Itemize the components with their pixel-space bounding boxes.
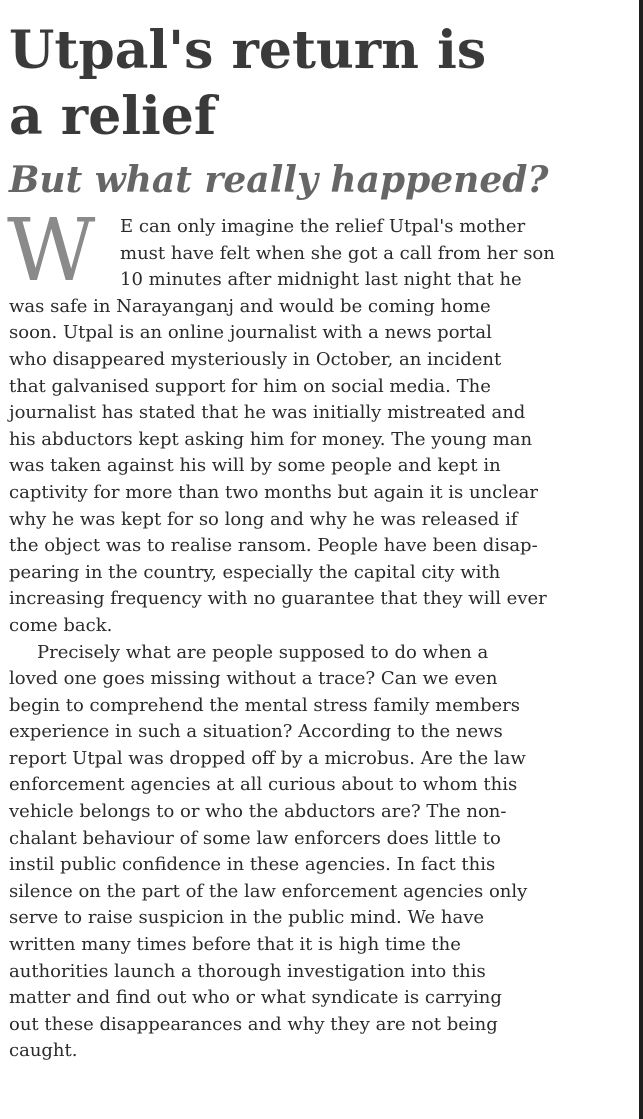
text-line: caught. <box>9 1040 78 1062</box>
text-line: increasing frequency with no guarantee that they will ever <box>9 588 547 610</box>
text-line: authorities launch a thorough investigation into this <box>9 960 486 982</box>
text-line: pearing in the country, especially the capital city with <box>9 561 501 583</box>
paragraph-1 <box>7 201 603 640</box>
text-line: captivity for more than two months but again it is unclear <box>9 481 539 503</box>
text-line: written many times before that it is high time the <box>9 934 461 956</box>
text-line: experience in such a situation? According to the news <box>9 721 503 743</box>
drop-cap: W <box>7 201 96 301</box>
editorial-article <box>9 18 603 1065</box>
text-line: his abductors kept asking him for money. The young man <box>9 428 533 450</box>
text-line: was safe in Narayanganj and would be coming home <box>9 295 491 317</box>
text-line: who disappeared mysteriously in October, an incident <box>9 348 502 370</box>
text-line: instil public confidence in these agencies. In fact this <box>9 854 496 876</box>
text-line: must have felt when she got a call from her son <box>120 242 555 264</box>
article-body <box>7 201 603 1065</box>
text-line: soon. Utpal is an online journalist with a news portal <box>9 322 492 344</box>
headline <box>9 18 603 150</box>
text-line: out these disappearances and why they are not being <box>9 1013 498 1035</box>
text-line: was taken against his will by some people and kept in <box>9 455 501 477</box>
text-line: E can only imagine the relief Utpal's mother <box>120 216 526 237</box>
text-line: vehicle belongs to or who the abductors are? The non- <box>9 801 507 823</box>
text-line: come back. <box>9 614 113 636</box>
text-line: why he was kept for so long and why he was released if <box>9 508 518 530</box>
text-line: silence on the part of the law enforcement agencies only <box>9 880 528 902</box>
text-line: enforcement agencies at all curious about to whom this <box>9 774 518 796</box>
text-line: begin to comprehend the mental stress family members <box>9 694 520 716</box>
headline-line-2: a relief <box>9 86 217 147</box>
subheadline: But what really happened? <box>9 159 549 201</box>
text-line: serve to raise suspicion in the public mind. We have <box>9 907 485 929</box>
text-line: chalant behaviour of some law enforcers does little to <box>9 827 501 849</box>
text-line: that galvanised support for him on social media. The <box>9 375 491 397</box>
paragraph-2 <box>9 640 603 1066</box>
text-line: loved one goes missing without a trace? Can we even <box>9 668 498 690</box>
headline-line-1: Utpal's return is <box>9 20 487 81</box>
page-edge <box>639 0 643 1119</box>
text-line: the object was to realise ransom. People have been disap- <box>9 535 538 557</box>
text-line: Precisely what are people supposed to do when a <box>37 641 489 663</box>
text-line: report Utpal was dropped off by a microbus. Are the law <box>9 747 526 769</box>
text-line: matter and find out who or what syndicate is carrying <box>9 987 502 1009</box>
dropcap-block <box>7 201 603 301</box>
text-line: 10 minutes after midnight last night that he <box>120 269 522 291</box>
text-line: journalist has stated that he was initially mistreated and <box>9 402 526 424</box>
